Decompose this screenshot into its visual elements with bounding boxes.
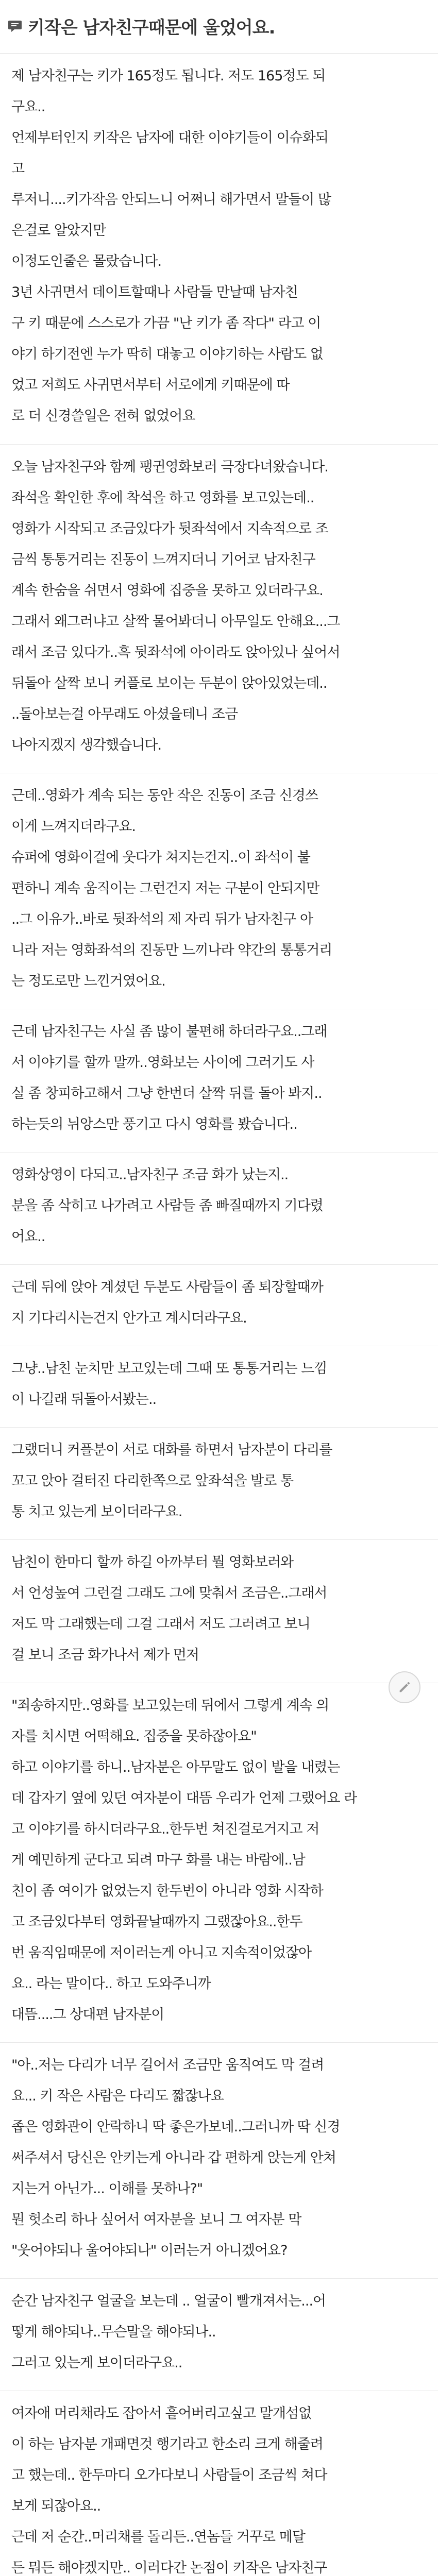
- post-text-line: 써주셔서 당신은 안키는게 아니라 갑 편하게 앉는게 안쳐: [11, 2150, 336, 2166]
- post-paragraph: [0, 54, 438, 444]
- post-text-line: 그러고 있는게 보이더라구요..: [11, 2355, 182, 2371]
- post-text-line: 뭔 헛소리 하나 싶어서 여자분을 보니 그 여자분 막: [11, 2212, 301, 2228]
- post-body: [0, 54, 438, 2576]
- post-text-line: 3년 사귀면서 데이트할때나 사람들 만날때 남자친: [11, 284, 298, 300]
- post-text-line: 야기 하기전엔 누가 딱히 대놓고 이야기하는 사람도 없: [11, 346, 323, 362]
- post-text-line: 이게 느껴지더라구요.: [11, 819, 136, 835]
- post-text-line: 꼬고 앉아 걸터진 다리한쪽으로 앞좌석을 발로 통: [11, 1473, 294, 1489]
- post-text-line: 영화가 시작되고 조금있다가 뒷좌석에서 지속적으로 조: [11, 521, 328, 537]
- post-text-line: 니라 저는 영화좌석의 진동만 느끼나라 약간의 통통거리: [11, 942, 332, 958]
- post-text-line: 데 갑자기 옆에 있던 여자분이 대뜸 우리가 언제 그랬어요 라: [11, 1790, 357, 1806]
- speech-bubble-icon: [7, 19, 23, 33]
- post-text-line: 자를 치시면 어떡해요. 집중을 못하잖아요": [11, 1728, 257, 1744]
- post-text-line: 뒤돌아 살짝 보니 커플로 보이는 두분이 앉아있었는데..: [11, 675, 327, 691]
- post-text-line: 근데 저 순간..머리채를 돌리든..연놈들 거꾸로 메달: [11, 2529, 305, 2545]
- post-text-line: 떻게 해야되나..무슨말을 해야되나..: [11, 2324, 216, 2340]
- post-text-line: 서 언성높여 그런걸 그래도 그에 맞춰서 조금은..그래서: [11, 1585, 327, 1601]
- post-paragraph: [0, 1152, 438, 1264]
- post-text-line: 남친이 한마디 할까 하길 아까부터 뭘 영화보러와: [11, 1554, 294, 1570]
- post-text-line: ..그 이유가..바로 뒷좌석의 제 자리 뒤가 남자친구 아: [11, 911, 313, 927]
- post-text-line: 그래서 왜그러냐고 살짝 물어봐더니 아무일도 안해요...그: [11, 614, 340, 630]
- post-text-line: 이정도인줄은 몰랐습니다.: [11, 253, 162, 269]
- post-paragraph: [0, 2278, 438, 2391]
- post-text-line: 통 치고 있는게 보이더라구요.: [11, 1504, 182, 1520]
- post-text-line: 고 했는데.. 한두마디 오가다보니 사람들이 조금씩 쳐다: [11, 2467, 327, 2483]
- post-text-line: 저도 막 그래했는데 그걸 그래서 저도 그러려고 보니: [11, 1616, 310, 1632]
- post-text-line: 구 키 때문에 스스로가 가끔 "난 키가 좀 작다" 라고 이: [11, 315, 321, 331]
- post-header: [0, 0, 438, 54]
- post-text-line: 오늘 남자친구와 함께 팽귄영화보러 극장다녀왔습니다.: [11, 459, 328, 475]
- post-paragraph: [0, 2042, 438, 2278]
- post-text-line: 구요..: [11, 99, 45, 115]
- post-title-wrap: [7, 13, 428, 39]
- post-text-line: 좌석을 확인한 후에 착석을 하고 영화를 보고있는데..: [11, 490, 314, 506]
- post-text-line: 래서 조금 있다가..흑 뒷좌석에 아이라도 앉아있나 싶어서: [11, 645, 340, 660]
- post-text-line: 친이 좀 여이가 없었는지 한두번이 아니라 영화 시작하: [11, 1883, 323, 1899]
- post-text-line: 로 더 신경쓸일은 전혀 없었어요: [11, 408, 195, 424]
- post-text-line: 고 조금있다부터 영화끝날때까지 그랬잖아요..한두: [11, 1914, 302, 1930]
- post-text-line: ..돌아보는걸 아무래도 아셨을테니 조금: [11, 706, 238, 722]
- post-text-line: 영화상영이 다되고..남자친구 조금 화가 났는지..: [11, 1167, 289, 1183]
- post-paragraph: [0, 2391, 438, 2576]
- post-paragraph: [0, 1346, 438, 1427]
- post-text-line: 고: [11, 161, 25, 177]
- post-text-line: 요... 키 작은 사람은 다리도 짧잖나요: [11, 2088, 224, 2104]
- post-text-line: 었고 저희도 사귀면서부터 서로에게 키때문에 따: [11, 377, 290, 393]
- post-paragraph: [0, 1264, 438, 1346]
- post-text-line: 대뜸....그 상대편 남자분이: [11, 2007, 164, 2023]
- post-text-line: 근데 뒤에 앉아 계셨던 두분도 사람들이 좀 퇴장할때까: [11, 1279, 323, 1295]
- post-paragraph: [0, 773, 438, 1009]
- post-text-line: 그랬더니 커플분이 서로 대화를 하면서 남자분이 다리를: [11, 1442, 332, 1458]
- post-text-line: 든 뭐든 해야겠지만.. 이러다간 논점이 키작은 남자친구: [11, 2560, 327, 2576]
- post-text-line: 하고 이야기를 하니..남자분은 아무말도 없이 발을 내렸는: [11, 1759, 340, 1775]
- post-text-line: 어요..: [11, 1229, 45, 1245]
- post-title: 키작은 남자친구때문에 울었어요.: [28, 18, 275, 38]
- post-paragraph: [0, 1427, 438, 1539]
- post-text-line: 순간 남자친구 얼굴을 보는데 .. 얼굴이 빨개져서는...어: [11, 2293, 326, 2309]
- post-text-line: 슈퍼에 영화이걸에 웃다가 쳐지는건지..이 좌석이 불: [11, 850, 310, 866]
- post-text-line: 보게 되잖아요..: [11, 2498, 101, 2514]
- post-text-line: 게 예민하게 군다고 되려 마구 화를 내는 바람에..남: [11, 1852, 305, 1868]
- post-text-line: 금씩 통통거리는 진동이 느껴지더니 기어코 남자친구: [11, 552, 315, 568]
- post-text-line: 는 정도로만 느낀거였어요.: [11, 973, 165, 989]
- post-paragraph: [0, 444, 438, 773]
- post-text-line: "죄송하지만..영화를 보고있는데 뒤에서 그렇게 계속 의: [11, 1698, 329, 1714]
- post-paragraph: [0, 1683, 438, 2042]
- post-text-line: 지 기다리시는건지 안가고 계시더라구요.: [11, 1310, 247, 1326]
- pencil-icon: [397, 1680, 412, 1694]
- post-text-line: 이 하는 남자분 개패면것 행기라고 한소리 크게 해줄려: [11, 2436, 323, 2452]
- post-text-line: 계속 한숨을 쉬면서 영화에 집중을 못하고 있더라구요.: [11, 583, 323, 599]
- post-text-line: "웃어야되나 울어야되나" 이러는거 아니겠어요?: [11, 2243, 288, 2259]
- post-text-line: 번 움직임때문에 저이러는게 아니고 지속적이었잖아: [11, 1945, 312, 1961]
- post-text-line: 근데 남자친구는 사실 좀 많이 불편해 하더라구요..그래: [11, 1024, 327, 1040]
- post-text-line: 실 좀 창피하고해서 그냥 한번더 살짝 뒤를 돌아 봐지..: [11, 1086, 322, 1101]
- post-paragraph: [0, 1009, 438, 1152]
- post-text-line: "아..저는 다리가 너무 길어서 조금만 움직여도 막 걸려: [11, 2057, 324, 2073]
- post-text-line: 근데..영화가 계속 되는 동안 작은 진동이 조금 신경쓰: [11, 788, 318, 804]
- post-text-line: 하는듯의 뉘앙스만 풍기고 다시 영화를 봤습니다..: [11, 1116, 297, 1132]
- post-text-line: 루저니....키가작음 안되느니 어쩌니 해가면서 말들이 많: [11, 192, 331, 208]
- post-text-line: 여자애 머리채라도 잡아서 흩어버리고싶고 말개섬없: [11, 2405, 312, 2421]
- post-text-line: 지는거 아닌가... 이해를 못하나?": [11, 2181, 203, 2197]
- post-text-line: 고 이야기를 하시더라구요..한두번 쳐진걸로거지고 저: [11, 1821, 319, 1837]
- post-text-line: 제 남자친구는 키가 165정도 됩니다. 저도 165정도 되: [11, 68, 326, 84]
- post-text-line: 이 나길래 뒤돌아서봤는..: [11, 1392, 157, 1408]
- post-text-line: 서 이야기를 할까 말까..영화보는 사이에 그러기도 사: [11, 1055, 314, 1071]
- post-text-line: 그냥..남친 눈치만 보고있는데 그때 또 통통거리는 느낌: [11, 1361, 327, 1377]
- post-text-line: 나아지겠지 생각했습니다.: [11, 737, 162, 753]
- floating-write-button[interactable]: [389, 1671, 420, 1703]
- post-text-line: 분을 좀 삭히고 나가려고 사람들 좀 빠질때까지 기다렸: [11, 1198, 323, 1214]
- post-text-line: 요.. 라는 말이다.. 하고 도와주니까: [11, 1976, 211, 1992]
- post-text-line: 걸 보니 조금 화가나서 제가 먼저: [11, 1647, 199, 1663]
- post-text-line: 은걸로 알았지만: [11, 223, 106, 239]
- post-text-line: 언제부터인지 키작은 남자에 대한 이야기들이 이슈화되: [11, 130, 328, 146]
- post-paragraph: [0, 1539, 438, 1683]
- post-text-line: 좁은 영화관이 안락하니 딱 좋은가보네..그러니까 딱 신경: [11, 2119, 340, 2135]
- post-text-line: 편하니 계속 움직이는 그런건지 저는 구분이 안되지만: [11, 880, 319, 896]
